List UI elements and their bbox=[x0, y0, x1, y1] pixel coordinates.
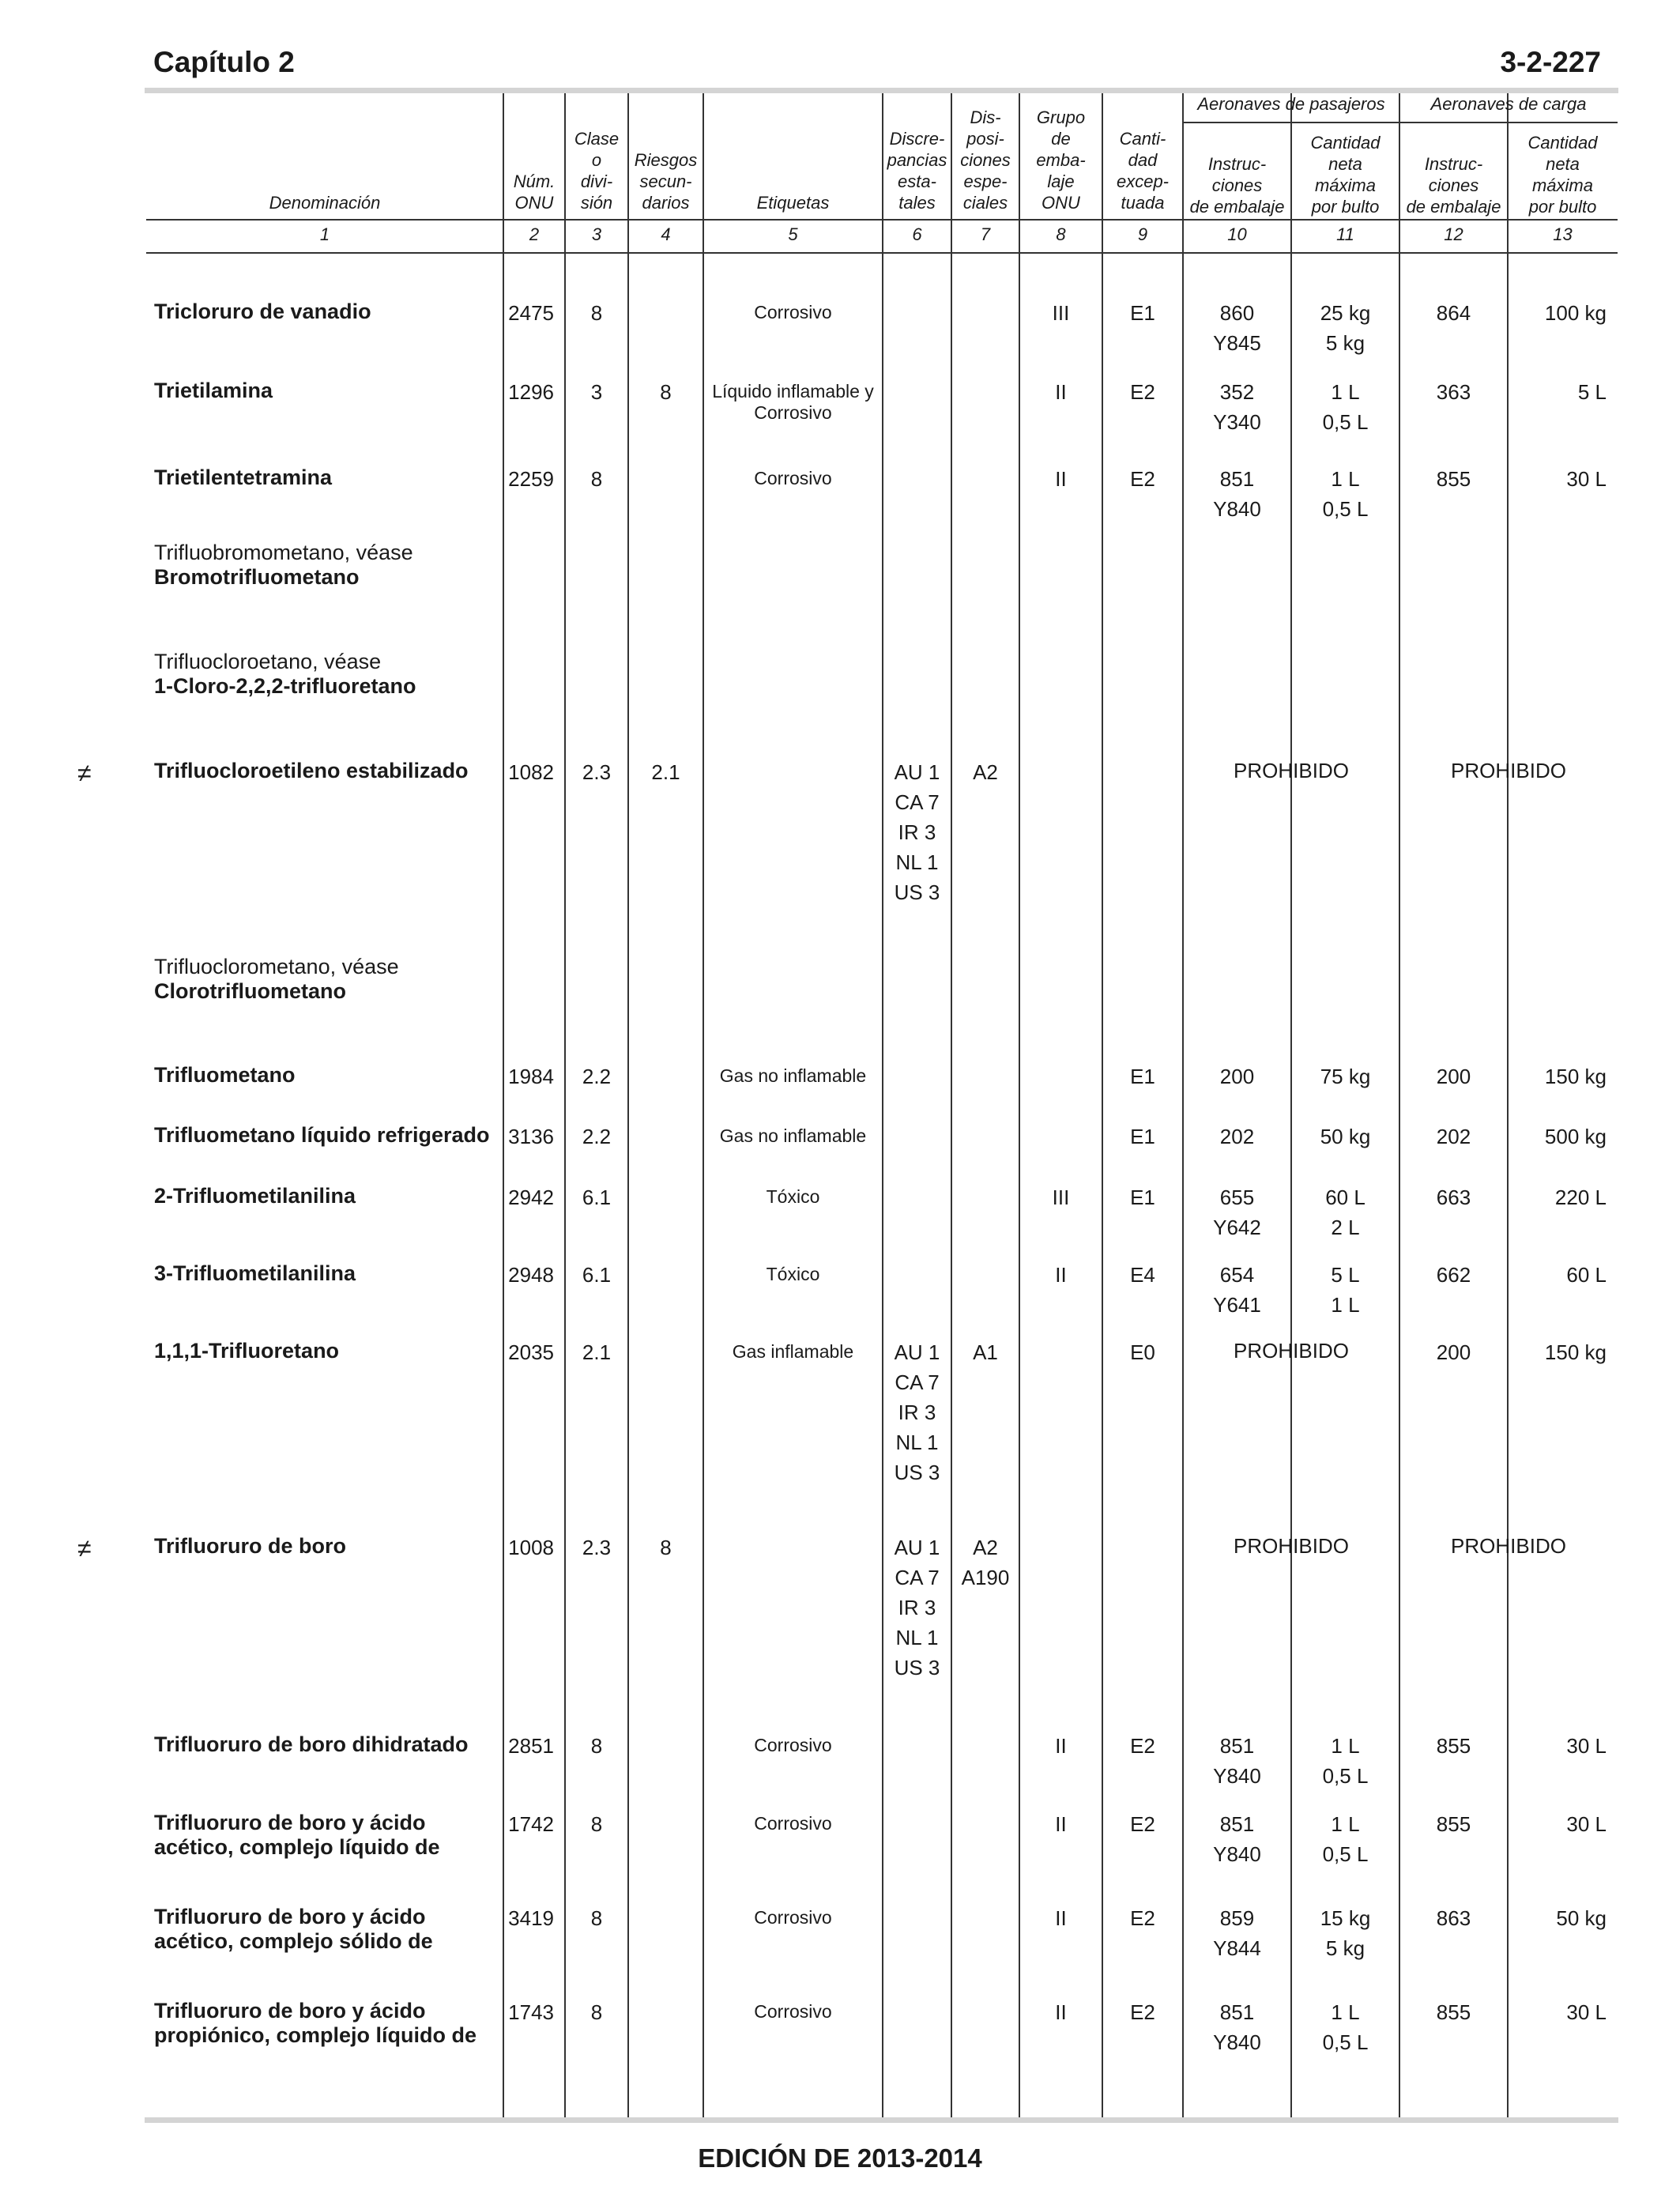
cargo-max-net-quantity: 220 L bbox=[1554, 1186, 1607, 1209]
packing-group: II bbox=[1055, 2000, 1067, 2024]
passenger-packing-instruction: 202 bbox=[1219, 1125, 1255, 1148]
class-division: 2.2 bbox=[582, 1065, 612, 1088]
cargo-max-net-quantity: 30 L bbox=[1566, 1734, 1607, 1758]
see-reference: Trifluocloroetano, véase 1-Cloro-2,2,2-trifluoretano bbox=[154, 650, 416, 698]
class-division: 8 bbox=[590, 1906, 603, 1930]
column-number: 1 bbox=[319, 224, 330, 244]
change-mark: ≠ bbox=[77, 1534, 92, 1563]
column-number: 3 bbox=[591, 224, 602, 244]
cargo-packing-instruction: 662 bbox=[1436, 1263, 1471, 1287]
cargo-max-net-quantity: 150 kg bbox=[1544, 1340, 1607, 1364]
un-number: 1742 bbox=[508, 1812, 554, 1836]
un-number: 2259 bbox=[508, 467, 554, 491]
column-number: 5 bbox=[788, 224, 798, 244]
hazard-label: Gas inflamable bbox=[732, 1341, 854, 1362]
state-variations: AU 1 CA 7 IR 3 NL 1 US 3 bbox=[894, 1340, 940, 1484]
column-header-13: Cantidad neta máxima por bulto bbox=[1527, 133, 1598, 217]
column-header-2: Núm. ONU bbox=[513, 172, 556, 213]
hazard-label: Corrosivo bbox=[754, 302, 832, 322]
packing-group: III bbox=[1052, 1186, 1070, 1209]
column-number: 9 bbox=[1137, 224, 1148, 244]
passenger-max-net-quantity: 1 L 0,5 L bbox=[1322, 380, 1369, 434]
hazard-label: Tóxico bbox=[766, 1264, 820, 1284]
passenger-max-net-quantity: 1 L 0,5 L bbox=[1322, 467, 1369, 521]
passenger-max-net-quantity: 5 L 1 L bbox=[1331, 1263, 1360, 1317]
substance-name: Trifluometano bbox=[154, 1063, 296, 1087]
excepted-quantity: E2 bbox=[1130, 1812, 1155, 1836]
cargo-max-net-quantity: 30 L bbox=[1566, 1812, 1607, 1836]
passenger-max-net-quantity: 1 L 0,5 L bbox=[1322, 1812, 1369, 1866]
cargo-packing-instruction: 855 bbox=[1436, 467, 1471, 491]
passenger-prohibited: PROHIBIDO bbox=[1234, 1534, 1349, 1558]
hazard-label: Corrosivo bbox=[754, 468, 832, 488]
substance-name: Trifluoruro de boro y ácido acético, complejo líquido de bbox=[154, 1811, 440, 1859]
excepted-quantity: E1 bbox=[1130, 1125, 1155, 1148]
cargo-prohibited: PROHIBIDO bbox=[1451, 1534, 1566, 1558]
passenger-prohibited: PROHIBIDO bbox=[1234, 1339, 1349, 1363]
passenger-packing-instruction: 851 Y840 bbox=[1213, 2000, 1261, 2054]
packing-group: II bbox=[1055, 467, 1067, 491]
cargo-packing-instruction: 864 bbox=[1436, 301, 1471, 325]
passenger-packing-instruction: 352 Y340 bbox=[1213, 380, 1261, 434]
subsidiary-risk: 8 bbox=[660, 380, 672, 404]
substance-name: Trifluocloroetileno estabilizado bbox=[154, 759, 469, 782]
column-number: 10 bbox=[1227, 224, 1247, 244]
edition-footer: EDICIÓN DE 2013-2014 bbox=[698, 2143, 982, 2173]
excepted-quantity: E1 bbox=[1130, 1186, 1155, 1209]
state-variations: AU 1 CA 7 IR 3 NL 1 US 3 bbox=[894, 760, 940, 904]
cargo-prohibited: PROHIBIDO bbox=[1451, 759, 1566, 782]
cargo-max-net-quantity: 150 kg bbox=[1544, 1065, 1607, 1088]
un-number: 1296 bbox=[508, 380, 554, 404]
cargo-max-net-quantity: 100 kg bbox=[1544, 301, 1607, 325]
class-division: 3 bbox=[590, 380, 603, 404]
substance-name: Trifluoruro de boro bbox=[154, 1534, 346, 1558]
passenger-max-net-quantity: 25 kg 5 kg bbox=[1320, 301, 1371, 355]
passenger-packing-instruction: 654 Y641 bbox=[1213, 1263, 1261, 1317]
passenger-prohibited: PROHIBIDO bbox=[1234, 759, 1349, 782]
un-number: 3136 bbox=[508, 1125, 554, 1148]
passenger-max-net-quantity: 1 L 0,5 L bbox=[1322, 2000, 1369, 2054]
column-number: 8 bbox=[1056, 224, 1066, 244]
class-division: 6.1 bbox=[582, 1186, 612, 1209]
passenger-max-net-quantity: 60 L 2 L bbox=[1325, 1186, 1365, 1239]
top-rule bbox=[145, 88, 1618, 93]
column-header-8: Grupo de emba- laje ONU bbox=[1036, 107, 1086, 213]
cargo-packing-instruction: 855 bbox=[1436, 2000, 1471, 2024]
substance-name: Trietilentetramina bbox=[154, 466, 333, 489]
cargo-packing-instruction: 200 bbox=[1436, 1340, 1471, 1364]
packing-group: II bbox=[1055, 1906, 1067, 1930]
state-variations: AU 1 CA 7 IR 3 NL 1 US 3 bbox=[894, 1536, 940, 1679]
excepted-quantity: E1 bbox=[1130, 301, 1155, 325]
cargo-max-net-quantity: 30 L bbox=[1566, 467, 1607, 491]
column-number: 12 bbox=[1444, 224, 1463, 244]
cargo-max-net-quantity: 5 L bbox=[1577, 380, 1607, 404]
packing-group: II bbox=[1055, 380, 1067, 404]
hazard-label: Gas no inflamable bbox=[719, 1125, 867, 1146]
substance-name: 3-Trifluometilanilina bbox=[154, 1261, 356, 1285]
column-number: 2 bbox=[529, 224, 540, 244]
substance-name: 2-Trifluometilanilina bbox=[154, 1184, 356, 1208]
subsidiary-risk: 2.1 bbox=[651, 760, 680, 784]
bottom-rule bbox=[145, 2117, 1618, 2123]
subsidiary-risk: 8 bbox=[660, 1536, 672, 1559]
column-header-6: Discre- pancias esta- tales bbox=[887, 129, 947, 213]
special-provisions: A2 bbox=[973, 760, 998, 784]
excepted-quantity: E0 bbox=[1130, 1340, 1155, 1364]
excepted-quantity: E2 bbox=[1130, 1906, 1155, 1930]
excepted-quantity: E2 bbox=[1130, 2000, 1155, 2024]
see-reference-target: Bromotrifluometano bbox=[154, 565, 360, 589]
substance-name: Trifluoruro de boro y ácido propiónico, complejo líquido de bbox=[154, 1999, 477, 2047]
passenger-max-net-quantity: 15 kg 5 kg bbox=[1320, 1906, 1371, 1960]
cargo-max-net-quantity: 30 L bbox=[1566, 2000, 1607, 2024]
class-division: 8 bbox=[590, 467, 603, 491]
column-header-10: Instruc- ciones de embalaje bbox=[1189, 154, 1285, 217]
passenger-packing-instruction: 859 Y844 bbox=[1213, 1906, 1261, 1960]
class-division: 8 bbox=[590, 301, 603, 325]
column-number: 4 bbox=[661, 224, 671, 244]
un-number: 1008 bbox=[508, 1536, 554, 1559]
un-number: 2942 bbox=[508, 1186, 554, 1209]
chapter-title: Capítulo 2 bbox=[153, 46, 295, 78]
substance-name: 1,1,1-Trifluoretano bbox=[154, 1339, 340, 1363]
see-reference-target: 1-Cloro-2,2,2-trifluoretano bbox=[154, 674, 416, 698]
cargo-max-net-quantity: 500 kg bbox=[1544, 1125, 1607, 1148]
header-line-group bbox=[1183, 122, 1618, 123]
hazard-label: Corrosivo bbox=[754, 1813, 832, 1834]
passenger-packing-instruction: 860 Y845 bbox=[1213, 301, 1261, 355]
excepted-quantity: E1 bbox=[1130, 1065, 1155, 1088]
passenger-max-net-quantity: 75 kg bbox=[1320, 1065, 1371, 1088]
column-number: 13 bbox=[1553, 224, 1573, 244]
cargo-packing-instruction: 855 bbox=[1436, 1812, 1471, 1836]
group-header-cargo: Aeronaves de carga bbox=[1430, 94, 1587, 114]
un-number: 2948 bbox=[508, 1263, 554, 1287]
passenger-packing-instruction: 200 bbox=[1219, 1065, 1255, 1088]
group-header-passenger: Aeronaves de pasajeros bbox=[1197, 94, 1385, 114]
cargo-packing-instruction: 863 bbox=[1436, 1906, 1471, 1930]
cargo-packing-instruction: 663 bbox=[1436, 1186, 1471, 1209]
cargo-packing-instruction: 855 bbox=[1436, 1734, 1471, 1758]
column-header-5: Etiquetas bbox=[756, 193, 830, 213]
column-header-7: Dis- posi- ciones espe- ciales bbox=[960, 107, 1011, 213]
see-reference: Trifluobromometano, véase Bromotrifluometano bbox=[154, 541, 413, 589]
substance-name: Trietilamina bbox=[154, 379, 273, 402]
column-header-1: Denominación bbox=[269, 193, 381, 213]
un-number: 3419 bbox=[508, 1906, 554, 1930]
cargo-max-net-quantity: 60 L bbox=[1566, 1263, 1607, 1287]
change-mark: ≠ bbox=[77, 759, 92, 787]
column-header-9: Canti- dad excep- tuada bbox=[1116, 129, 1170, 213]
packing-group: II bbox=[1055, 1263, 1067, 1287]
hazard-label: Corrosivo bbox=[754, 1907, 832, 1928]
class-division: 6.1 bbox=[582, 1263, 612, 1287]
special-provisions: A2 A190 bbox=[961, 1536, 1010, 1589]
substance-name: Tricloruro de vanadio bbox=[154, 300, 371, 323]
column-number: 6 bbox=[912, 224, 922, 244]
packing-group: II bbox=[1055, 1734, 1067, 1758]
un-number: 2035 bbox=[508, 1340, 554, 1364]
column-number: 11 bbox=[1336, 224, 1354, 244]
column-header-4: Riesgos secun- darios bbox=[634, 150, 698, 213]
class-division: 8 bbox=[590, 1734, 603, 1758]
cargo-packing-instruction: 200 bbox=[1436, 1065, 1471, 1088]
hazard-label: Corrosivo bbox=[754, 2001, 832, 2022]
excepted-quantity: E2 bbox=[1130, 1734, 1155, 1758]
passenger-max-net-quantity: 1 L 0,5 L bbox=[1322, 1734, 1369, 1788]
passenger-packing-instruction: 851 Y840 bbox=[1213, 1734, 1261, 1788]
hazard-label: Gas no inflamable bbox=[719, 1065, 867, 1086]
class-division: 8 bbox=[590, 2000, 603, 2024]
excepted-quantity: E4 bbox=[1130, 1263, 1155, 1287]
hazard-label: Tóxico bbox=[766, 1186, 820, 1207]
cargo-max-net-quantity: 50 kg bbox=[1556, 1906, 1607, 1930]
class-division: 2.1 bbox=[582, 1340, 612, 1364]
column-divider bbox=[951, 93, 952, 2118]
hazard-label: Líquido inflamable y Corrosivo bbox=[712, 381, 874, 423]
passenger-packing-instruction: 851 Y840 bbox=[1213, 1812, 1261, 1866]
see-reference-target: Clorotrifluometano bbox=[154, 979, 346, 1003]
packing-group: III bbox=[1052, 301, 1070, 325]
substance-name: Trifluoruro de boro y ácido acético, complejo sólido de bbox=[154, 1905, 433, 1953]
excepted-quantity: E2 bbox=[1130, 467, 1155, 491]
see-reference: Trifluoclorometano, véase Clorotrifluometano bbox=[154, 955, 399, 1003]
un-number: 2851 bbox=[508, 1734, 554, 1758]
packing-group: II bbox=[1055, 1812, 1067, 1836]
un-number: 1743 bbox=[508, 2000, 554, 2024]
column-header-3: Clase o divi- sión bbox=[574, 129, 620, 213]
class-division: 2.3 bbox=[582, 1536, 612, 1559]
column-number: 7 bbox=[980, 224, 991, 244]
substance-name: Trifluometano líquido refrigerado bbox=[154, 1123, 490, 1147]
page-number: 3-2-227 bbox=[1500, 46, 1601, 78]
un-number: 1984 bbox=[508, 1065, 554, 1088]
un-number: 1082 bbox=[508, 760, 554, 784]
hazard-label: Corrosivo bbox=[754, 1735, 832, 1755]
cargo-packing-instruction: 363 bbox=[1436, 380, 1471, 404]
substance-name: Trifluoruro de boro dihidratado bbox=[154, 1732, 469, 1756]
cargo-packing-instruction: 202 bbox=[1436, 1125, 1471, 1148]
special-provisions: A1 bbox=[973, 1340, 998, 1364]
un-number: 2475 bbox=[508, 301, 554, 325]
class-division: 2.2 bbox=[582, 1125, 612, 1148]
passenger-max-net-quantity: 50 kg bbox=[1320, 1125, 1371, 1148]
passenger-packing-instruction: 655 Y642 bbox=[1213, 1186, 1261, 1239]
passenger-packing-instruction: 851 Y840 bbox=[1213, 467, 1261, 521]
class-division: 2.3 bbox=[582, 760, 612, 784]
excepted-quantity: E2 bbox=[1130, 380, 1155, 404]
column-header-11: Cantidad neta máxima por bulto bbox=[1310, 133, 1381, 217]
class-division: 8 bbox=[590, 1812, 603, 1836]
column-header-12: Instruc- ciones de embalaje bbox=[1406, 154, 1501, 217]
